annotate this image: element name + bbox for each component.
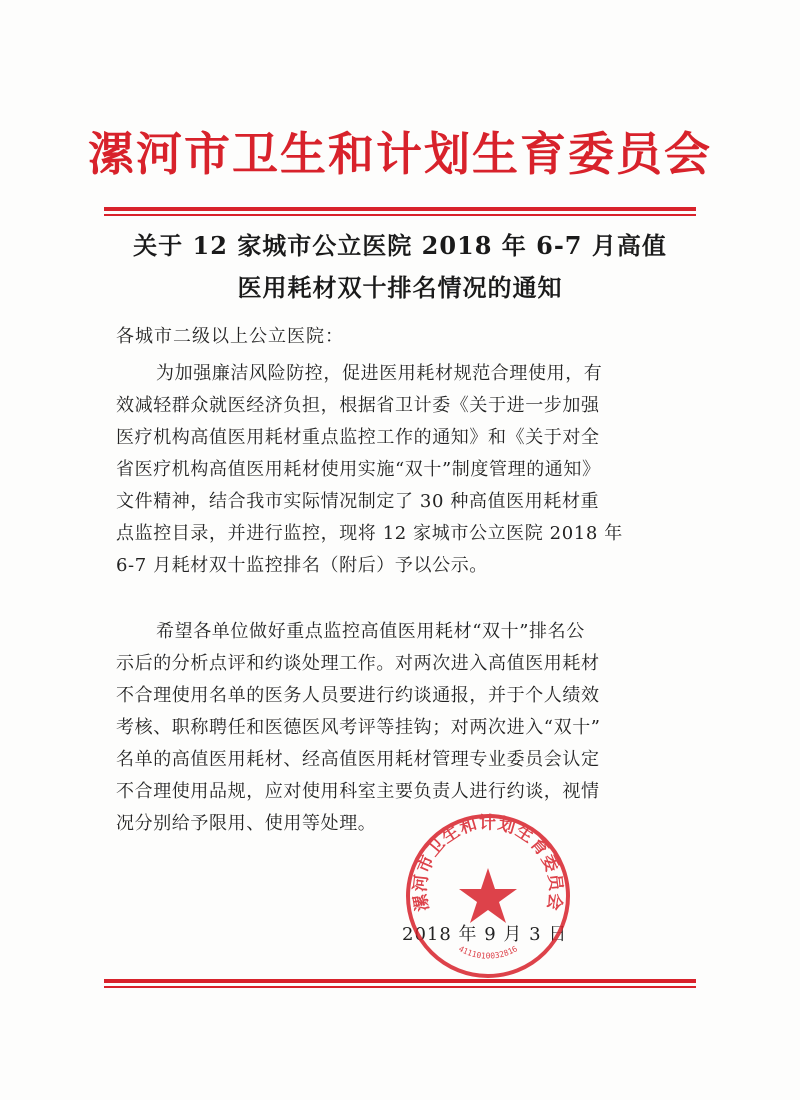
paragraph-line: 医疗机构高值医用耗材重点监控工作的通知》和《关于对全: [116, 427, 600, 448]
paragraph-2: [116, 616, 688, 840]
paragraph-line: 点监控目录，并进行监控，现将 12 家城市公立医院 2018 年: [116, 523, 623, 544]
paragraph-line: 省医疗机构高值医用耗材使用实施“双十”制度管理的通知》: [116, 459, 601, 480]
paragraph-line: 况分别给予限用、使用等处理。: [116, 813, 377, 834]
paragraph-line: 文件精神，结合我市实际情况制定了 30 种高值医用耗材重: [116, 491, 600, 512]
footer-divider-thin: [104, 986, 696, 988]
header-divider-thin: [104, 214, 696, 216]
seal-arc-text: 漯河市卫生和计划生育委员会: [410, 813, 566, 913]
seal-code-text: 4111010032816: [457, 944, 519, 961]
notice-title-line1: 关于 12 家城市公立医院 2018 年 6-7 月高值: [133, 231, 667, 260]
paragraph-line: 效减轻群众就医经济负担，根据省卫计委《关于进一步加强: [116, 395, 600, 416]
header-divider-thick: [104, 207, 696, 211]
paragraph-line: 示后的分析点评和约谈处理工作。对两次进入高值医用耗材: [116, 653, 600, 674]
paragraph-line: 不合理使用名单的医务人员要进行约谈通报，并于个人绩效: [116, 685, 600, 706]
document-date: 2018 年 9 月 3 日: [402, 924, 568, 945]
paragraph-line: 为加强廉洁风险防控，促进医用耗材规范合理使用，有: [156, 363, 603, 384]
paragraph-line: 考核、职称聘任和医德医风考评等挂钩；对两次进入“双十”: [116, 717, 601, 738]
official-seal-stamp: [402, 810, 574, 982]
paragraph-line: 名单的高值医用耗材、经高值医用耗材管理专业委员会认定: [116, 749, 600, 770]
organization-header: 漯河市卫生和计划生育委员会: [88, 127, 712, 181]
notice-title-line2: 医用耗材双十排名情况的通知: [237, 273, 563, 302]
paragraph-1: [116, 358, 688, 582]
seal-star-icon: [459, 868, 517, 923]
salutation: 各城市二级以上公立医院：: [116, 326, 344, 347]
paragraph-line: 不合理使用品规，应对使用科室主要负责人进行约谈，视情: [116, 781, 600, 802]
paragraph-line: 希望各单位做好重点监控高值医用耗材“双十”排名公: [156, 621, 585, 642]
footer-divider-thick: [104, 979, 696, 983]
paragraph-line: 6-7 月耗材双十监控排名（附后）予以公示。: [116, 555, 488, 576]
